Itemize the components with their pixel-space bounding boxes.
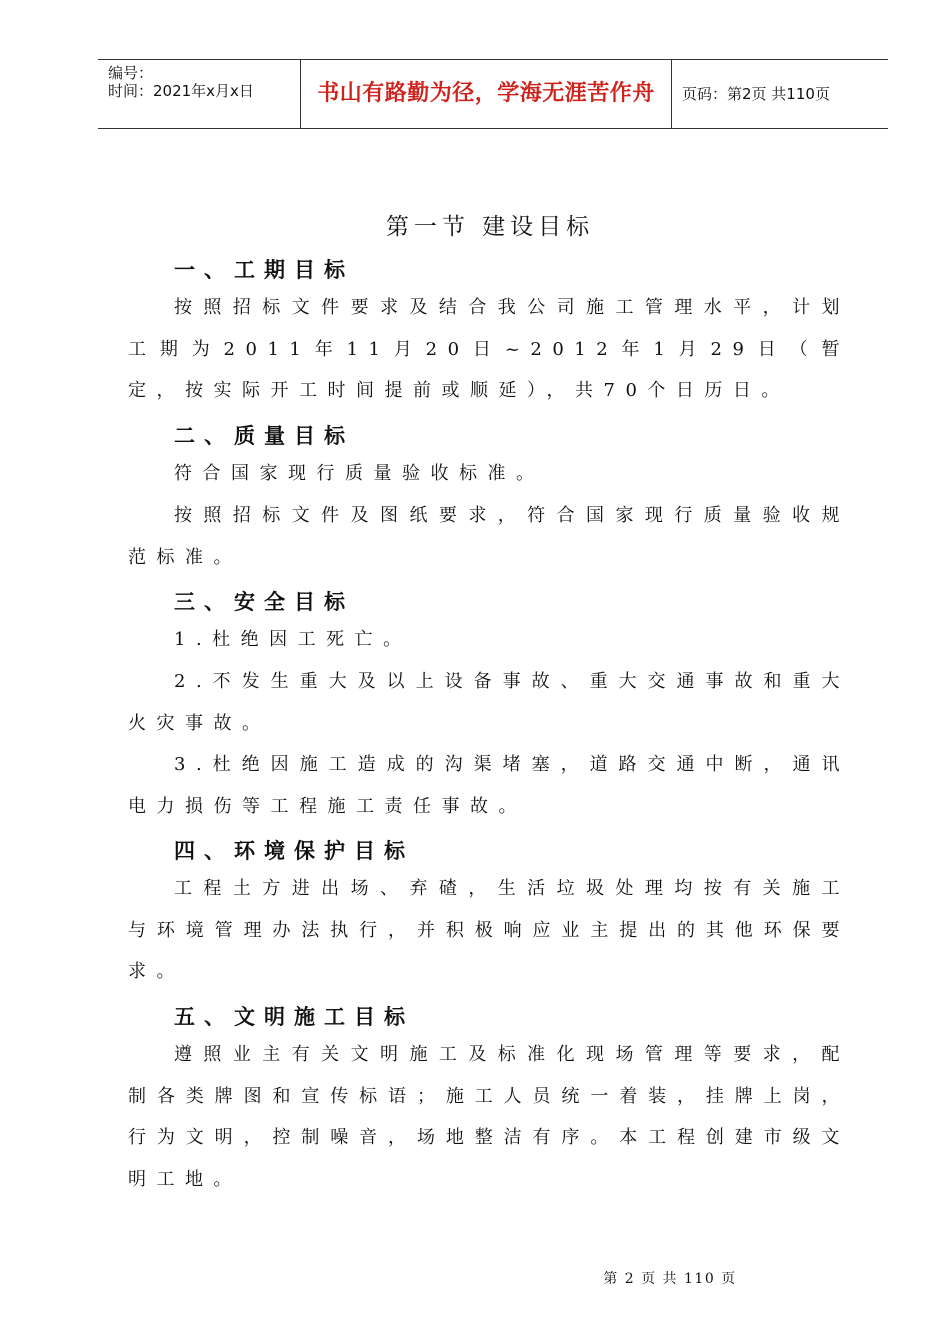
heading-safety-goal: 三、安全目标 (174, 590, 354, 614)
heading-environment-goal: 四、环境保护目标 (174, 839, 414, 863)
page-footer: 第 2 页 共 110 页 (603, 1271, 737, 1287)
paragraph-environment: 工程土方进出场、弃碴，生活垃圾处理均按有关施工与环境管理办法执行，并积极响应业主提出的其他环保要求。 (128, 878, 850, 982)
header-motto: 书山有路勤为径，学海无涯苦作舟 (300, 60, 672, 128)
paragraph-quality-2: 按照招标文件及图纸要求，符合国家现行质量验收规范标准。 (128, 505, 850, 568)
heading-quality-goal: 二、质量目标 (174, 424, 354, 448)
heading-civilized-construction-goal: 五、文明施工目标 (174, 1005, 414, 1029)
paragraph-safety-2: 2.不发生重大及以上设备事故、重大交通事故和重大火灾事故。 (128, 671, 850, 734)
header-meta (98, 60, 300, 128)
paragraph-safety-1: 1.杜绝因工死亡。 (174, 629, 412, 650)
header-page-info: 页码：第2页 共110页 (682, 85, 830, 103)
paragraph-civilized-construction: 遵照业主有关文明施工及标准化现场管理等要求，配制各类牌图和宣传标语；施工人员统一着装，挂牌上岗，行为文明，控制噪音，场地整洁有序。本工程创建市级文明工地。 (128, 1044, 850, 1190)
heading-schedule-goal: 一、工期目标 (174, 258, 354, 282)
section-title: 第一节 建设目标 (385, 214, 595, 240)
paragraph-safety-3: 3.杜绝因施工造成的沟渠堵塞，道路交通中断，通讯电力损伤等工程施工责任事故。 (128, 754, 850, 817)
page-header (98, 59, 888, 129)
paragraph-quality-1: 符合国家现行质量验收标准。 (174, 463, 545, 484)
document-time-label: 时间：2021年x月x日 (108, 82, 254, 100)
document-number-label: 编号： (108, 64, 154, 82)
paragraph-schedule: 按照招标文件要求及结合我公司施工管理水平，计划工期为2011年11月20日~2012年1月29日（暂定，按实际开工时间提前或顺延），共70个日历日。 (128, 297, 850, 401)
